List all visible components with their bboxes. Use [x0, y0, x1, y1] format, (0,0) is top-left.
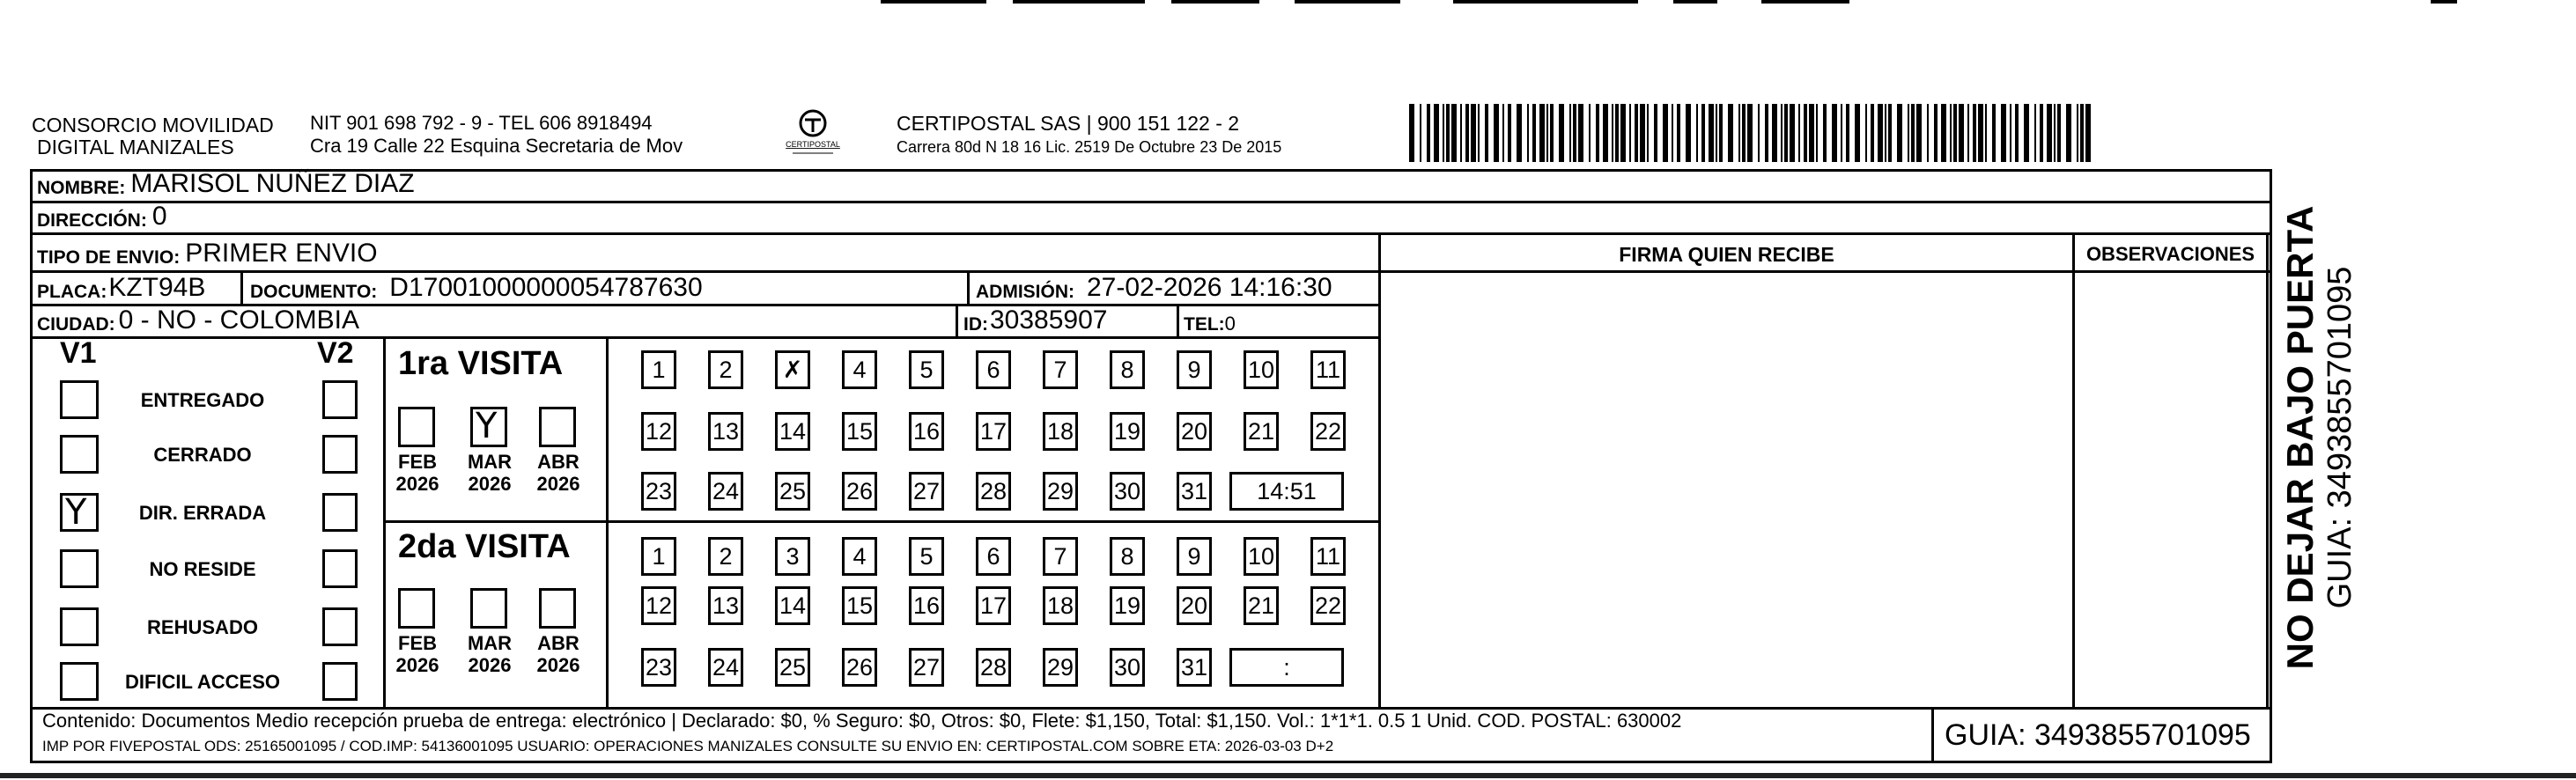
company-name: CONSORCIO MOVILIDAD DIGITAL MANIZALES	[32, 114, 274, 158]
day-box: 7	[1043, 350, 1078, 389]
day-box: 4	[842, 350, 877, 389]
checklist-label: DIFICIL ACCESO	[124, 671, 280, 693]
day-box: 10	[1244, 537, 1279, 576]
month-label	[389, 632, 446, 676]
day-box: 13	[708, 586, 743, 625]
month-name: MAR	[467, 451, 513, 473]
day-box: 11	[1310, 537, 1346, 576]
month-check-mark: Y	[476, 406, 498, 446]
month-name: ABR	[537, 632, 579, 654]
month-year: 2026	[468, 473, 512, 495]
month-checkbox	[398, 407, 435, 447]
day-box: 6	[976, 350, 1011, 389]
admision-field: ADMISIÓN: 27-02-2026 14:16:30	[976, 273, 1332, 302]
day-box: 26	[842, 648, 877, 687]
day-box: 30	[1110, 648, 1145, 687]
certipostal-logo	[782, 107, 844, 160]
month-label	[461, 451, 518, 495]
day-box: 23	[641, 648, 676, 687]
month-year: 2026	[395, 473, 439, 495]
tipo-envio-field: TIPO DE ENVIO: PRIMER ENVIO	[37, 239, 378, 268]
day-box: 1	[641, 350, 676, 389]
side-guia: GUIA: 3493855701095	[2321, 266, 2358, 609]
v2-checkbox	[322, 607, 358, 646]
month-name: FEB	[398, 632, 437, 654]
day-box: 17	[976, 412, 1011, 451]
v1-checkbox	[60, 607, 99, 646]
checklist-label: DIR. ERRADA	[138, 502, 267, 524]
day-box: 31	[1177, 472, 1212, 511]
placa-field: PLACA: KZT94B	[37, 273, 206, 302]
day-box: 27	[909, 472, 944, 511]
footer-guia: GUIA: 3493855701095	[1945, 718, 2251, 752]
day-box: 5	[909, 350, 944, 389]
month-label	[530, 451, 587, 495]
day-box: 11	[1310, 350, 1346, 389]
time-box: 14:51	[1229, 472, 1344, 511]
nombre-field: NOMBRE: MARISOL NUÑEZ DIAZ	[37, 169, 415, 198]
day-box: 19	[1110, 586, 1145, 625]
day-box: 14	[775, 586, 810, 625]
day-box: 24	[708, 648, 743, 687]
day-box: 20	[1177, 412, 1212, 451]
day-box: 31	[1177, 648, 1212, 687]
v1-checkbox	[60, 662, 99, 701]
v2-header: V2	[317, 336, 354, 370]
firma-header: FIRMA QUIEN RECIBE	[1619, 243, 1834, 266]
ciudad-field: CIUDAD: 0 - NO - COLOMBIA	[37, 305, 360, 335]
month-year: 2026	[536, 654, 580, 676]
day-box: 16	[909, 586, 944, 625]
month-checkbox	[539, 588, 576, 629]
day-box: 24	[708, 472, 743, 511]
courier-info: CERTIPOSTAL SAS | 900 151 122 - 2 Carrera 80d N 18 16 Lic. 2519 De Octubre 23 De 2015	[897, 112, 1282, 156]
v2-checkbox	[322, 662, 358, 701]
month-label	[461, 632, 518, 676]
company-contact: NIT 901 698 792 - 9 - TEL 606 8918494 Cra 19 Calle 22 Esquina Secretaria de Mov	[310, 112, 683, 157]
day-box: 8	[1110, 537, 1145, 576]
month-checkbox	[470, 588, 507, 629]
month-name: FEB	[398, 451, 437, 473]
v1-check-mark: Y	[65, 492, 87, 533]
month-name: ABR	[537, 451, 579, 473]
tel-field: TEL: 0	[1184, 313, 1236, 335]
footer-imp-line: IMP POR FIVEPOSTAL ODS: 25165001095 / COD.IMP: 54136001095 USUARIO: OPERACIONES MANIZALES CONSULTE SU ENVIO EN: CERTIPOSTAL.COM SOBRE ETA: 2026-03-03 D+2	[42, 738, 1334, 754]
day-box: 25	[775, 648, 810, 687]
month-year: 2026	[395, 654, 439, 676]
day-box: 21	[1244, 412, 1279, 451]
day-box: 1	[641, 537, 676, 576]
day-box-marked: ✗	[775, 350, 810, 389]
v2-checkbox	[322, 549, 358, 588]
day-box: 16	[909, 412, 944, 451]
day-box: 14	[775, 412, 810, 451]
id-field: ID: 30385907	[963, 305, 1108, 335]
month-year: 2026	[536, 473, 580, 495]
no-dejar-bajo-puerta: NO DEJAR BAJO PUERTA	[2279, 205, 2321, 670]
barcode	[1409, 104, 2096, 162]
visit2-title: 2da VISITA	[398, 528, 571, 565]
day-box: 6	[976, 537, 1011, 576]
month-name: MAR	[467, 632, 513, 654]
day-box: 9	[1177, 350, 1212, 389]
checklist-label: ENTREGADO	[140, 389, 265, 411]
day-box: 12	[641, 412, 676, 451]
day-box: 9	[1177, 537, 1212, 576]
visit1-title: 1ra VISITA	[398, 345, 564, 382]
direccion-field: DIRECCIÓN: 0	[37, 202, 167, 231]
day-box: 2	[708, 350, 743, 389]
footer-contenido: Contenido: Documentos Medio recepción prueba de entrega: electrónico | Declarado: $0, % Seguro: $0, Otros: $0, Flete: $1,150, Total: $1,150. Vol.: 1*1*1. 0.5 1 Unid. COD. POSTAL: 630002	[42, 710, 1682, 732]
day-box: 10	[1244, 350, 1279, 389]
day-box: 21	[1244, 586, 1279, 625]
day-box: 23	[641, 472, 676, 511]
month-label	[530, 632, 587, 676]
day-box: 28	[976, 472, 1011, 511]
day-box: 30	[1110, 472, 1145, 511]
month-checkbox	[398, 588, 435, 629]
v1-checkbox	[60, 435, 99, 474]
time-box: :	[1229, 648, 1344, 687]
observaciones-header: OBSERVACIONES	[2085, 243, 2255, 265]
month-label	[389, 451, 446, 495]
day-box: 17	[976, 586, 1011, 625]
day-box: 27	[909, 648, 944, 687]
v2-checkbox	[322, 435, 358, 474]
day-box: 3	[775, 537, 810, 576]
day-box: 25	[775, 472, 810, 511]
day-box: 29	[1043, 472, 1078, 511]
day-box: 19	[1110, 412, 1145, 451]
v2-checkbox	[322, 493, 358, 532]
v1-checkbox	[60, 380, 99, 419]
v1-checkbox	[60, 549, 99, 588]
side-panel	[2272, 195, 2387, 680]
day-box: 15	[842, 586, 877, 625]
day-box: 7	[1043, 537, 1078, 576]
day-box: 18	[1043, 586, 1078, 625]
day-box: 2	[708, 537, 743, 576]
day-box: 22	[1310, 412, 1346, 451]
documento-field: DOCUMENTO: D17001000000054787630	[250, 273, 703, 302]
day-box: 18	[1043, 412, 1078, 451]
day-box: 15	[842, 412, 877, 451]
month-checkbox	[539, 407, 576, 447]
day-box: 5	[909, 537, 944, 576]
checklist-label: REHUSADO	[147, 616, 258, 638]
day-box: 4	[842, 537, 877, 576]
v2-checkbox	[322, 380, 358, 419]
day-box: 22	[1310, 586, 1346, 625]
month-year: 2026	[468, 654, 512, 676]
day-box: 26	[842, 472, 877, 511]
day-box: 29	[1043, 648, 1078, 687]
day-box: 28	[976, 648, 1011, 687]
day-box: 13	[708, 412, 743, 451]
checklist-label: NO RESIDE	[149, 558, 256, 580]
v1-header: V1	[60, 336, 97, 370]
day-box: 8	[1110, 350, 1145, 389]
day-box: 20	[1177, 586, 1212, 625]
day-box: 12	[641, 586, 676, 625]
svg-text:CERTIPOSTAL: CERTIPOSTAL	[786, 140, 840, 149]
checklist-label: CERRADO	[153, 444, 252, 466]
